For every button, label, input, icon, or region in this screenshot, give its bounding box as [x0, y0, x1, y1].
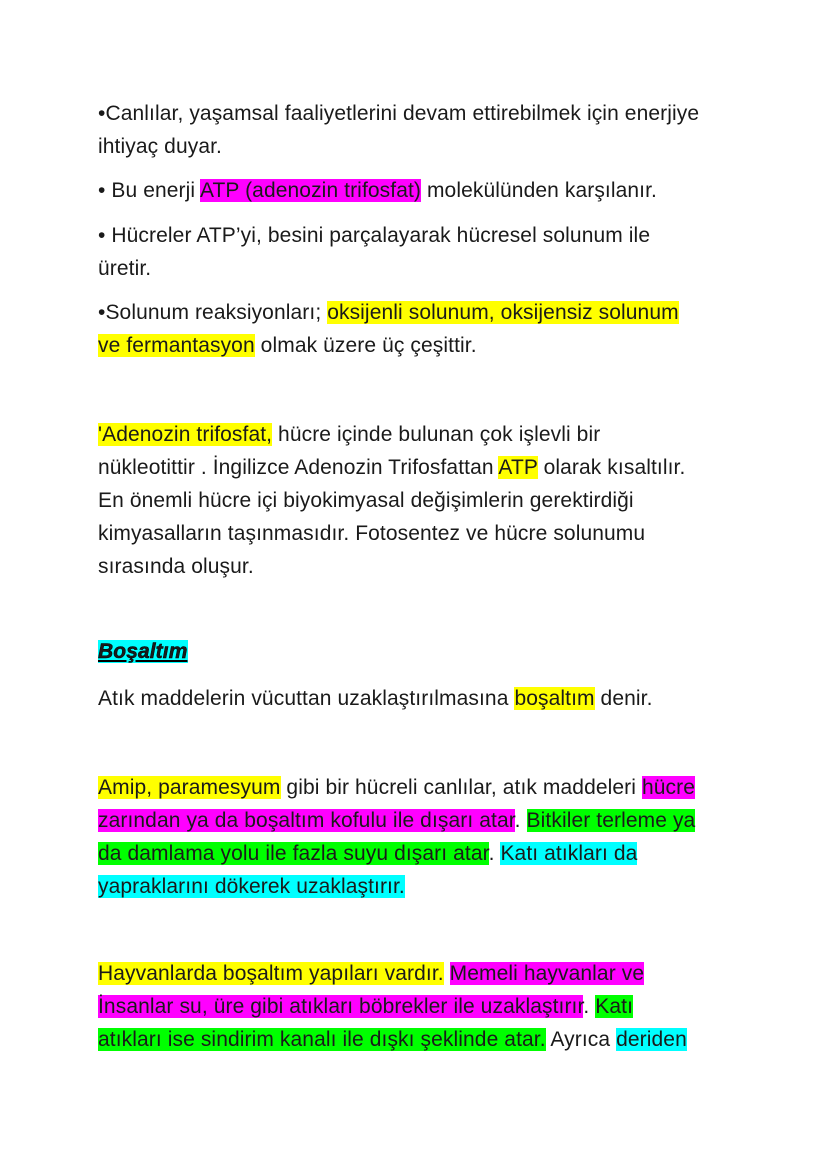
- intro-p2: [98, 177, 657, 205]
- insanlar-highlight: İnsanlar su, üre gibi atıkları böbrekler ile uzaklaştırır: [98, 995, 584, 1018]
- atp-line1-post: hücre içinde bulunan çok işlevli bir: [272, 423, 601, 446]
- adenozin-highlight: 'Adenozin trifosfat,: [98, 423, 273, 446]
- definition-post: denir.: [594, 687, 653, 710]
- solunum-types-highlight-1: oksijenli solunum, oksijensiz solunum: [327, 301, 679, 324]
- definition-pre: Atık maddelerin vücuttan uzaklaştırılmasına: [98, 687, 515, 710]
- amip-line3-mid: .: [488, 842, 501, 865]
- yapraklar-highlight: yapraklarını dökerek uzaklaştırır.: [98, 875, 405, 898]
- amip-highlight: Amip, paramesyum: [98, 776, 281, 799]
- bosaltim-term-highlight: boşaltım: [514, 687, 595, 710]
- damlama-highlight: da damlama yolu ile fazla suyu dışarı atar: [98, 842, 489, 865]
- hayvan-line3: [98, 1026, 687, 1054]
- intro-p3-line1: • Hücreler ATP’yi, besini parçalayarak hücresel solunum ile: [98, 224, 651, 247]
- atp-abbrev-highlight: ATP: [498, 456, 538, 479]
- intro-p4-post: olmak üzere üç çeşittir.: [254, 334, 477, 357]
- memeli-highlight: Memeli hayvanlar ve: [449, 962, 645, 985]
- intro-p4-pre: •Solunum reaksiyonları;: [98, 301, 328, 324]
- atp-line3: En önemli hücre içi biyokimyasal değişimlerin gerektirdiği: [98, 489, 634, 512]
- hayvan-line2: [98, 993, 633, 1021]
- atp-line1: [98, 421, 600, 449]
- intro-p2-post: molekülünden karşılanır.: [421, 179, 657, 202]
- intro-p4-line2: [98, 332, 477, 360]
- solunum-types-highlight-2: ve fermantasyon: [98, 334, 255, 357]
- intro-p1-line2: ihtiyaç duyar.: [98, 135, 222, 158]
- zarindan-highlight: zarından ya da boşaltım kofulu ile dışarı atar: [98, 809, 515, 832]
- hayvan-line1-space: [444, 962, 450, 985]
- hayvan-line1: [98, 960, 644, 988]
- amip-line1-mid: gibi bir hücreli canlılar, atık maddeleri: [280, 776, 642, 799]
- hayvan-line2-mid: .: [583, 995, 596, 1018]
- bitkiler-highlight: Bitkiler terleme ya: [526, 809, 696, 832]
- amip-line2-mid: .: [514, 809, 527, 832]
- kati-highlight: Katı: [595, 995, 634, 1018]
- intro-p2-pre: • Bu enerji: [98, 179, 200, 202]
- amip-line1: [98, 774, 695, 802]
- atp-line5: sırasında oluşur.: [98, 555, 254, 578]
- bosaltim-definition: [98, 685, 653, 713]
- intro-p3-line2: üretir.: [98, 257, 152, 280]
- bosaltim-heading-line: [98, 638, 188, 666]
- amip-line3: [98, 840, 637, 868]
- amip-line2: [98, 807, 695, 835]
- hucre-highlight: hücre: [641, 776, 695, 799]
- kati-atiklar-highlight: Katı atıkları da: [500, 842, 638, 865]
- atp-line2-pre: nükleotittir . İngilizce Adenozin Trifosfattan: [98, 456, 499, 479]
- deriden-highlight: deriden: [616, 1028, 687, 1051]
- bosaltim-heading: Boşaltım: [98, 640, 188, 663]
- sindirim-highlight: atıkları ise sindirim kanalı ile dışkı şeklinde atar.: [98, 1028, 546, 1051]
- atp-line4: kimyasalların taşınmasıdır. Fotosentez ve hücre solunumu: [98, 522, 646, 545]
- hayvanlarda-highlight: Hayvanlarda boşaltım yapıları vardır.: [98, 962, 444, 985]
- intro-p1-line1: •Canlılar, yaşamsal faaliyetlerini devam ettirebilmek için enerjiye: [98, 102, 700, 125]
- hayvan-line3-mid: Ayrıca: [545, 1028, 617, 1051]
- atp-line2: [98, 454, 685, 482]
- amip-line4: [98, 873, 405, 901]
- atp-line2-post: olarak kısaltılır.: [537, 456, 686, 479]
- atp-highlight: ATP (adenozin trifosfat): [199, 179, 422, 202]
- intro-p4-line1: [98, 299, 679, 327]
